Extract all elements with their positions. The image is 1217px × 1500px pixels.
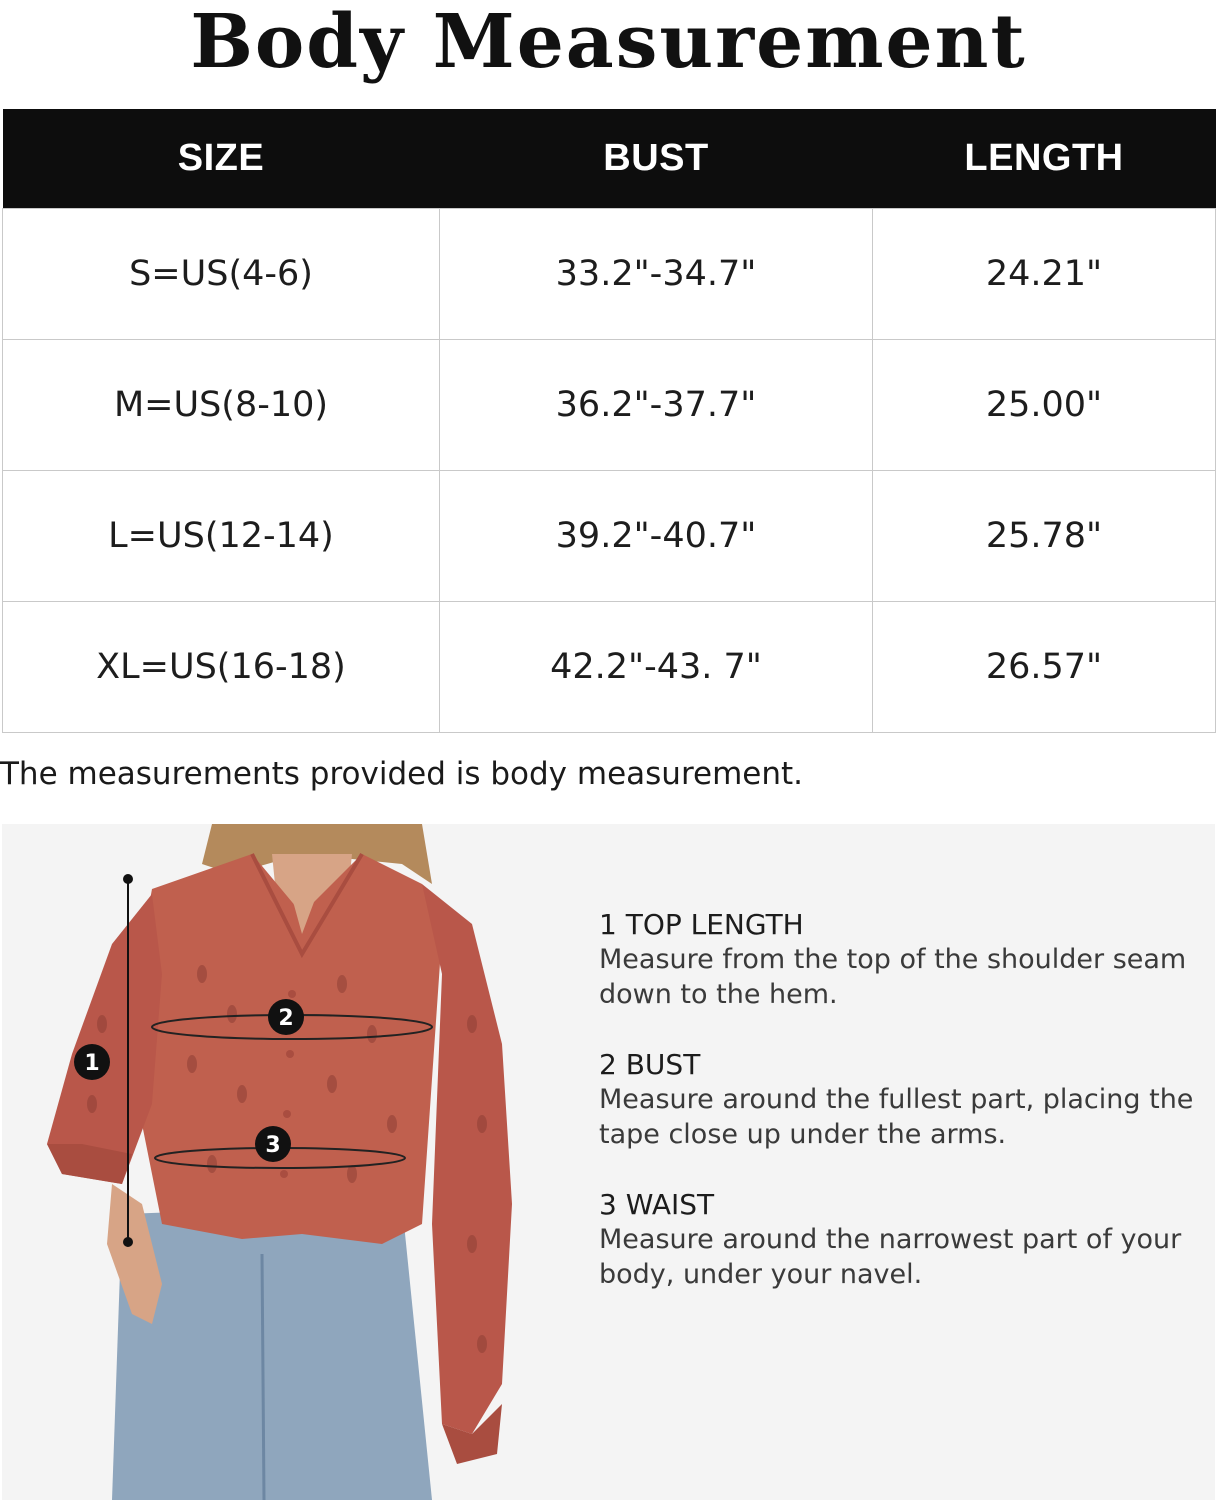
step-description: Measure from the top of the shoulder seam down to the hem. bbox=[599, 944, 1187, 1010]
step-description: Measure around the narrowest part of your body, under your navel. bbox=[599, 1224, 1182, 1290]
length-cell: 25.78" bbox=[873, 471, 1216, 602]
step-title: 3 WAIST bbox=[599, 1188, 715, 1221]
step-waist bbox=[599, 1188, 1199, 1292]
table-row bbox=[3, 471, 1216, 602]
bust-cell: 36.2"-37.7" bbox=[440, 340, 873, 471]
jeans bbox=[112, 1204, 432, 1500]
marker-top-length: 1 bbox=[84, 1051, 100, 1076]
measurement-guide bbox=[2, 824, 1215, 1500]
table-row bbox=[3, 602, 1216, 733]
bust-column-header: BUST bbox=[440, 109, 873, 209]
measurement-note: The measurements provided is body measurement. bbox=[0, 756, 804, 792]
length-cell: 25.00" bbox=[873, 340, 1216, 471]
bust-cell: 33.2"-34.7" bbox=[440, 209, 873, 340]
marker-bust: 2 bbox=[278, 1006, 294, 1031]
step-description: Measure around the fullest part, placing the tape close up under the arms. bbox=[599, 1084, 1194, 1150]
step-top-length bbox=[599, 908, 1199, 1012]
model-illustration bbox=[2, 824, 562, 1500]
size-column-header: SIZE bbox=[3, 109, 440, 209]
measurement-instructions bbox=[599, 908, 1199, 1328]
size-cell: XL=US(16-18) bbox=[3, 602, 440, 733]
size-cell: S=US(4-6) bbox=[3, 209, 440, 340]
length-cell: 24.21" bbox=[873, 209, 1216, 340]
bust-cell: 39.2"-40.7" bbox=[440, 471, 873, 602]
step-title: 1 TOP LENGTH bbox=[599, 908, 804, 941]
bust-cell: 42.2"-43. 7" bbox=[440, 602, 873, 733]
size-cell: L=US(12-14) bbox=[3, 471, 440, 602]
step-bust bbox=[599, 1048, 1199, 1152]
size-cell: M=US(8-10) bbox=[3, 340, 440, 471]
blouse bbox=[142, 854, 442, 1244]
marker-waist: 3 bbox=[265, 1133, 281, 1158]
length-cell: 26.57" bbox=[873, 602, 1216, 733]
length-column-header: LENGTH bbox=[873, 109, 1216, 209]
table-row bbox=[3, 340, 1216, 471]
step-title: 2 BUST bbox=[599, 1048, 701, 1081]
page-title: Body Measurement bbox=[190, 0, 1027, 85]
size-chart-table bbox=[2, 109, 1216, 733]
table-row bbox=[3, 209, 1216, 340]
table-header-row bbox=[3, 109, 1216, 209]
